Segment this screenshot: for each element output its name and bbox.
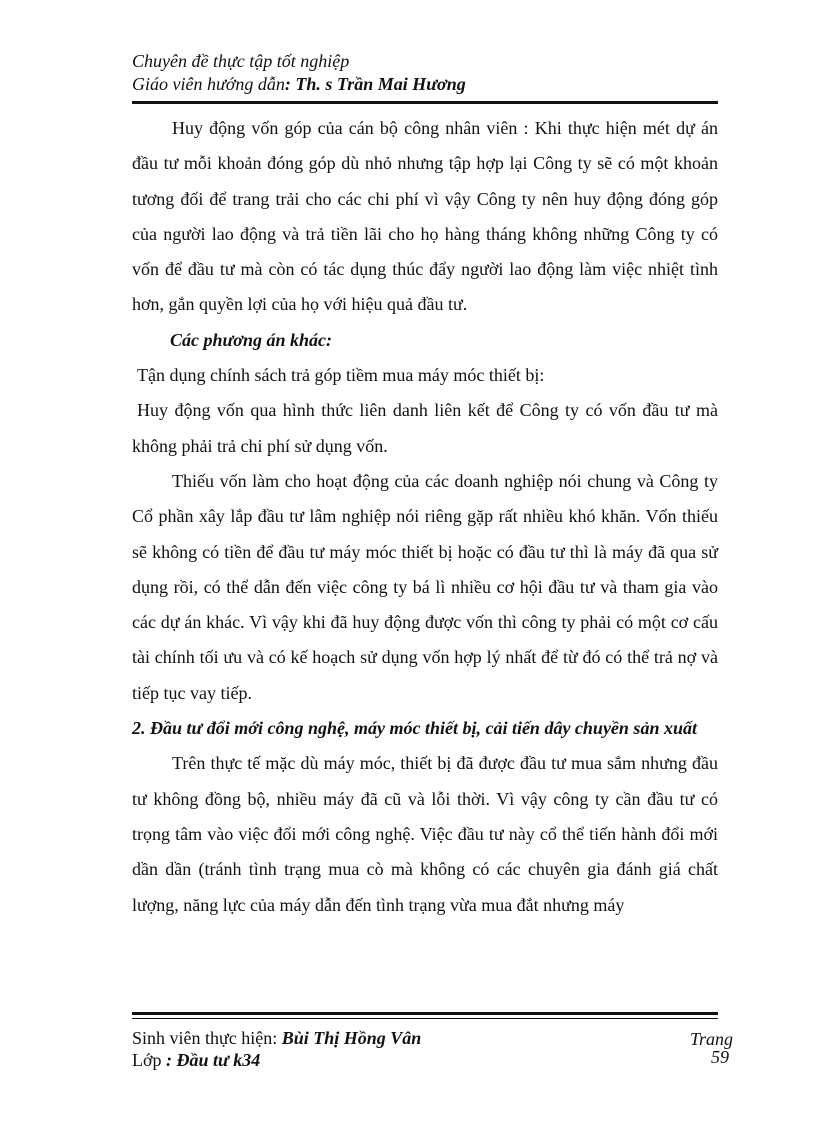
class-line (132, 1049, 732, 1071)
page-footer (132, 1027, 732, 1071)
paragraph-capital-shortage: Thiếu vốn làm cho hoạt động của các doanh nghiệp nói chung và Công ty Cổ phần xây lắp đầu tư lâm nghiệp nói riêng gặp rất nhiều khó khăn. Vốn thiếu sẽ không có tiền để đầu tư máy móc thiết bị hoặc có đầu tư thì là máy đã qua sử dụng rồi, có thể dẫn đến việc công ty bá lì nhiều cơ hội đầu tư và tham gia vào các dự án khác. Vì vậy khi đã huy động được vốn thì công ty phải có một cơ cấu tài chính tối ưu và có kế hoạch sử dụng vốn hợp lý nhất để từ đó có thể trả nợ và tiếp tục vay tiếp. (132, 470, 718, 703)
class-label: Lớp (132, 1050, 167, 1070)
section-heading-technology: 2. Đầu tư đổi mới công nghệ, máy móc thiết bị, cải tiến dây chuyền sản xuất (132, 718, 697, 739)
advisor-line (132, 73, 732, 96)
paragraph-installment: Tận dụng chính sách trả góp tiềm mua máy móc thiết bị: (137, 365, 545, 386)
student-name: Bùi Thị Hồng Vân (281, 1028, 422, 1048)
paragraph-joint-venture: Huy động vốn qua hình thức liên danh liên kết để Công ty có vốn đầu tư mà không phải trả chi phí sử dụng vốn. (132, 400, 718, 456)
page-body (132, 111, 718, 923)
page-header (132, 50, 732, 96)
paragraph-technology-investment: Trên thực tế mặc dù máy móc, thiết bị đã được đầu tư mua sắm nhưng đầu tư không đồng bộ, nhiều máy đã cũ và lỗi thời. Vì vậy công ty cần đầu tư có trọng tâm vào việc đổi mới công nghệ. Việc đầu tư này cổ thể tiến hành đổi mới dần dần (tránh tình trạng mua cò mà không có các chuyên gia đánh giá chất lượng, năng lực của máy dẫn đến tình trạng vừa mua đắt nhưng máy (132, 753, 718, 915)
header-rule (132, 101, 718, 104)
student-line (132, 1027, 732, 1049)
footer-rule-thin (132, 1018, 718, 1019)
page-label: Trang (689, 1029, 733, 1049)
subheading-other-options: Các phương án khác: (170, 329, 332, 350)
document-topic: Chuyên đề thực tập tốt nghiệp (132, 51, 350, 71)
class-name: : Đầu tư k34 (166, 1050, 261, 1070)
page-number: 59 (711, 1047, 729, 1067)
advisor-label: Giáo viên hướng dẫn (132, 74, 285, 94)
advisor-name: : Th. s Trần Mai Hương (284, 74, 466, 94)
paragraph-staff-capital: Huy động vốn góp của cán bộ công nhân viên : Khi thực hiện mét dự án đầu tư mỗi khoản đóng góp dù nhỏ nhưng tập hợp lại Công ty sẽ có một khoản tương đối để trang trải cho các chi phí vì vậy Công ty nên huy động đóng góp của người lao động và trả tiền lãi cho họ hàng tháng không những Công ty có vốn để đầu tư mà còn có tác dụng thúc đẩy người lao động làm việc nhiệt tình hơn, gắn quyền lợi của họ với hiệu quả đầu tư. (132, 118, 718, 315)
footer-rule-thick (132, 1012, 718, 1015)
student-label: Sinh viên thực hiện: (132, 1028, 282, 1048)
